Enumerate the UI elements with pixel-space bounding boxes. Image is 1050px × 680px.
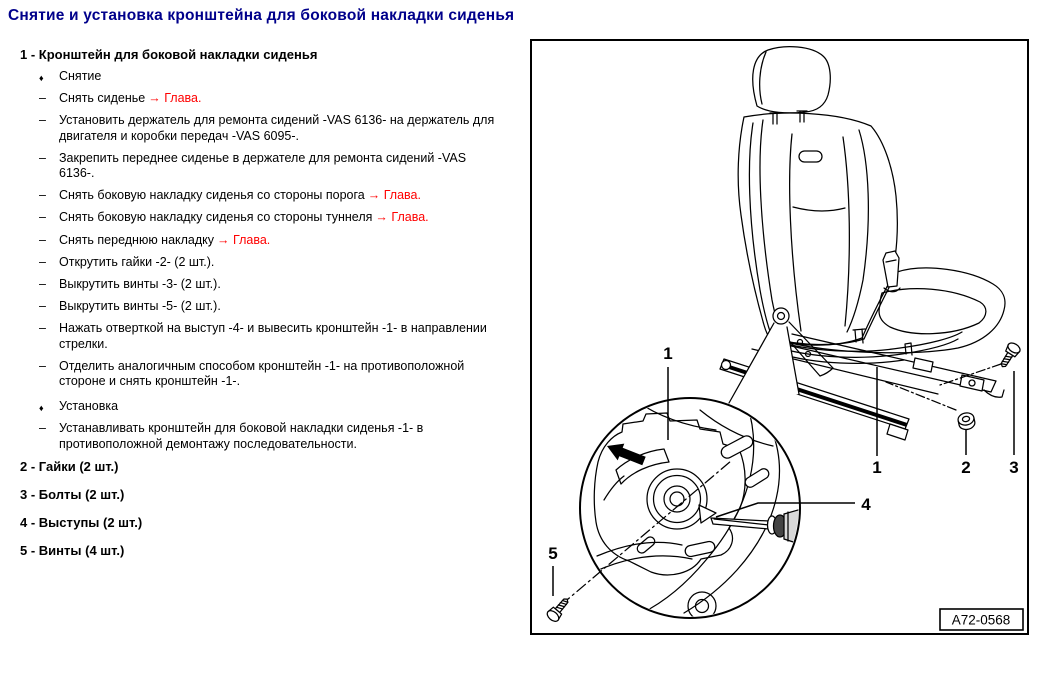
- dash-marker: –: [39, 254, 46, 269]
- chapter-link[interactable]: → Глава.: [367, 188, 421, 203]
- part-item-3: 3 - Болты (2 шт.): [20, 486, 125, 502]
- instruction-column: [12, 34, 522, 571]
- step: – Выкрутить винты -3- (2 шт.).: [39, 277, 221, 292]
- part-item-2: 2 - Гайки (2 шт.): [20, 458, 119, 474]
- step: – Выкрутить винты -5- (2 шт.).: [39, 299, 221, 314]
- figure-code: [940, 609, 1023, 630]
- step: – Закрепить переднее сиденье в держателе для ремонта сидений -VAS 6136-.: [39, 150, 467, 181]
- callout-1a: 1: [663, 344, 673, 363]
- technical-illustration: [530, 39, 1029, 635]
- chapter-link[interactable]: → Глава.: [148, 91, 202, 106]
- dash-marker: –: [39, 188, 46, 203]
- callout-4: 4: [861, 495, 871, 514]
- step: – Установить держатель для ремонта сидений -VAS 6136- на держатель для двигателя и коробки передач -VAS 6095-.: [39, 113, 495, 143]
- step: – Устанавливать кронштейн для боковой накладки сиденья -1- в противоположной демонтажу последовательности.: [39, 421, 424, 451]
- dash-marker: –: [39, 210, 46, 225]
- step: – Отделить аналогичным способом кронштейн -1- на противоположной стороне и снять кронштейн -1-.: [39, 358, 465, 389]
- seat-pivot: [773, 308, 789, 324]
- dash-marker: –: [39, 421, 46, 436]
- step: – Снять переднюю накладку → Глава.: [39, 232, 271, 247]
- dash-marker: –: [39, 232, 46, 247]
- step: – Снять боковую накладку сиденья со стороны туннеля → Глава.: [39, 210, 429, 225]
- dash-marker: –: [39, 277, 46, 292]
- callout-2: 2: [961, 458, 971, 477]
- step: – Снять боковую накладку сиденья со стороны порога → Глава.: [39, 188, 421, 203]
- dash-marker: –: [39, 358, 46, 373]
- step-list: [12, 69, 522, 452]
- part-item-1: 1 - Кронштейн для боковой накладки сиденья: [20, 47, 318, 62]
- figure-code-text: A72-0568: [951, 612, 1011, 628]
- part-item-4: 4 - Выступы (2 шт.): [20, 514, 143, 530]
- dash-marker: –: [39, 299, 46, 314]
- dash-marker: –: [39, 113, 46, 128]
- step: – Снять сиденье → Глава.: [39, 91, 202, 106]
- dash-marker: –: [39, 91, 46, 106]
- chapter-link[interactable]: → Глава.: [217, 232, 271, 247]
- step-removal-heading: ♦ Снятие: [39, 69, 522, 84]
- callout-5: 5: [548, 544, 558, 563]
- callout-3: 3: [1009, 458, 1019, 477]
- part-item-5: 5 - Винты (4 шт.): [20, 542, 125, 558]
- callout-1b: 1: [872, 458, 882, 477]
- step: – Открутить гайки -2- (2 шт.).: [39, 254, 215, 269]
- diamond-bullet: ♦: [39, 73, 44, 83]
- diamond-bullet: ♦: [39, 403, 44, 414]
- step-install-heading: ♦ Установка: [39, 399, 522, 414]
- seat-diagram-svg: [530, 39, 1029, 635]
- dash-marker: –: [39, 321, 46, 336]
- dash-marker: –: [39, 150, 46, 165]
- page-title: Снятие и установка кронштейна для боковой накладки сиденья: [8, 7, 515, 24]
- step: – Нажать отверткой на выступ -4- и вывесить кронштейн -1- в направлении стрелки.: [39, 321, 487, 351]
- chapter-link[interactable]: → Глава.: [375, 210, 429, 225]
